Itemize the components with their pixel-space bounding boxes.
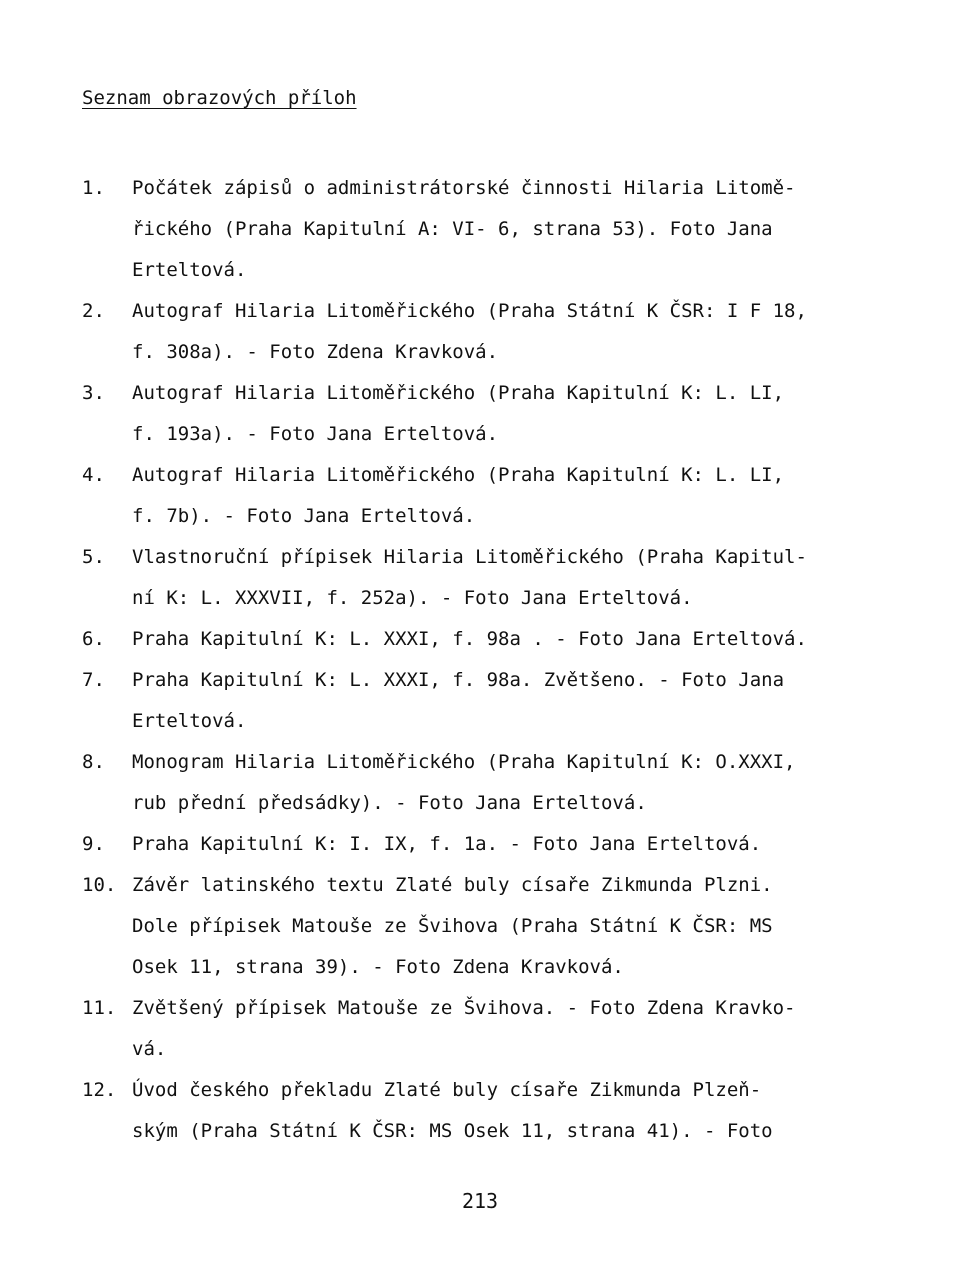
entry-line: Závěr latinského textu Zlaté buly císaře Zikmunda Plzni. — [132, 874, 773, 896]
entry-text — [132, 865, 882, 988]
entry-text — [132, 537, 882, 619]
entry-text — [132, 168, 882, 291]
list-item — [82, 1070, 882, 1152]
entry-line: f. 7b). - Foto Jana Erteltová. — [132, 505, 476, 527]
entry-number: 6. — [82, 628, 105, 650]
entry-line: rub přední předsádky). - Foto Jana Erteltová. — [132, 792, 647, 814]
entry-list — [82, 168, 882, 1152]
entry-text — [132, 824, 882, 865]
list-item — [82, 168, 882, 291]
entry-line: Praha Kapitulní K: L. XXXI, f. 98a . - Foto Jana Erteltová. — [132, 628, 807, 650]
entry-text — [132, 742, 882, 824]
entry-line: f. 308a). - Foto Zdena Kravková. — [132, 341, 499, 363]
entry-line: Erteltová. — [132, 259, 247, 281]
entry-number: 2. — [82, 300, 105, 322]
entry-line: f. 193a). - Foto Jana Erteltová. — [132, 423, 499, 445]
entry-number: 11. — [82, 997, 117, 1019]
entry-line: Vlastnoruční přípisek Hilaria Litoměřického (Praha Kapitul- — [132, 546, 807, 568]
entry-text — [132, 988, 882, 1070]
list-item — [82, 742, 882, 824]
entry-number: 10. — [82, 874, 117, 896]
entry-line: Zvětšený přípisek Matouše ze Švihova. - Foto Zdena Kravko- — [132, 997, 796, 1019]
entry-number: 8. — [82, 751, 105, 773]
entry-line: Úvod českého překladu Zlaté buly císaře Zikmunda Plzeň- — [132, 1079, 762, 1101]
list-item — [82, 619, 882, 660]
list-item — [82, 824, 882, 865]
entry-number: 3. — [82, 382, 105, 404]
entry-number: 9. — [82, 833, 105, 855]
entry-text — [132, 291, 882, 373]
page-number: 213 — [461, 1189, 499, 1213]
entry-line: Praha Kapitulní K: I. IX, f. 1a. - Foto Jana Erteltová. — [132, 833, 762, 855]
entry-text — [132, 455, 882, 537]
entry-line: Monogram Hilaria Litoměřického (Praha Kapitulní K: O.XXXI, — [132, 751, 796, 773]
entry-number: 1. — [82, 177, 105, 199]
page-heading: Seznam obrazových příloh — [82, 87, 357, 109]
entry-line: Počátek zápisů o administrátorské činnosti Hilaria Litomě- — [132, 177, 796, 199]
entry-number: 4. — [82, 464, 105, 486]
entry-line: ským (Praha Státní K ČSR: MS Osek 11, strana 41). - Foto — [132, 1120, 773, 1142]
list-item — [82, 455, 882, 537]
entry-number: 7. — [82, 669, 105, 691]
entry-line: Osek 11, strana 39). - Foto Zdena Kravková. — [132, 956, 624, 978]
entry-line: vá. — [132, 1038, 167, 1060]
entry-text — [132, 619, 882, 660]
entry-number: 5. — [82, 546, 105, 568]
entry-line: ní K: L. XXXVII, f. 252a). - Foto Jana Erteltová. — [132, 587, 693, 609]
entry-text — [132, 1070, 882, 1152]
entry-text — [132, 373, 882, 455]
list-item — [82, 373, 882, 455]
entry-line: Praha Kapitulní K: L. XXXI, f. 98a. Zvětšeno. - Foto Jana — [132, 669, 785, 691]
entry-line: Autograf Hilaria Litoměřického (Praha Kapitulní K: L. LI, — [132, 382, 785, 404]
entry-line: Dole přípisek Matouše ze Švihova (Praha Státní K ČSR: MS — [132, 915, 773, 937]
list-item — [82, 660, 882, 742]
list-item — [82, 865, 882, 988]
entry-line: Erteltová. — [132, 710, 247, 732]
list-item — [82, 537, 882, 619]
list-item — [82, 291, 882, 373]
entry-line: Autograf Hilaria Litoměřického (Praha Kapitulní K: L. LI, — [132, 464, 785, 486]
entry-text — [132, 660, 882, 742]
entry-line: Autograf Hilaria Litoměřického (Praha Státní K ČSR: I F 18, — [132, 300, 807, 322]
entry-number: 12. — [82, 1079, 117, 1101]
entry-line: řického (Praha Kapitulní A: VI- 6, strana 53). Foto Jana — [132, 218, 773, 240]
list-item — [82, 988, 882, 1070]
